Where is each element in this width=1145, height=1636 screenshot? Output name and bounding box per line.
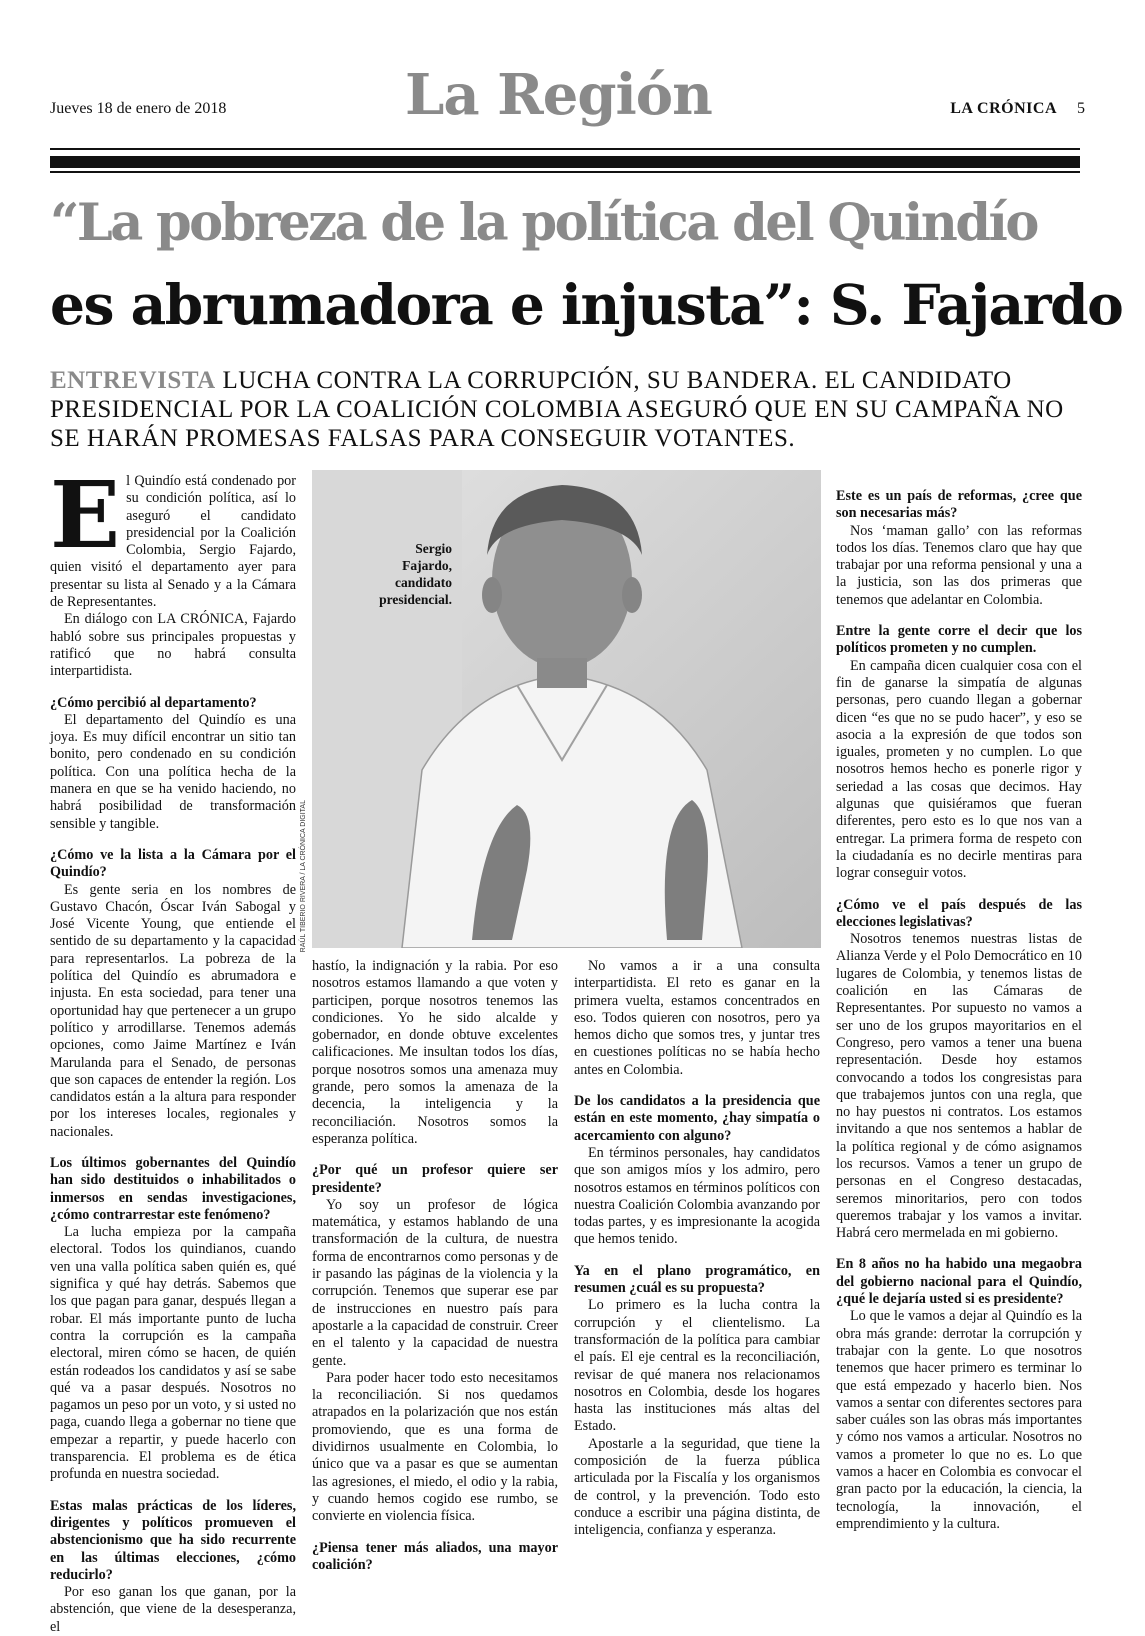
deck-text: LUCHA CONTRA LA CORRUPCIÓN, SU BANDERA. EL CANDIDATO PRESIDENCIAL POR LA COALICIÓN COLOMBIA ASEGURÓ QUE EN SU CAMPAÑA NO SE HARÁN PROMESAS FALSAS PARA CONSEGUIR VOTANTES. [50,367,1064,452]
body-paragraph: Lo primero es la lucha contra la corrupción y el clientelismo. La transformación de la política para cambiar el país. El eje central es la reconciliación, revisar de qué manera nos relacionamos nosotros en Colombia, desde los hogares hasta las instituciones más altas del Estado. [574,1297,820,1435]
body-paragraph: En términos personales, hay candidatos que son amigos míos y los admiro, pero nosotros estamos en términos políticos con nuestra Coalición Colombia avanzando por todas partes, y es impresionante la acogida que hemos tenido. [574,1144,820,1248]
body-paragraph: La lucha empieza por la campaña electoral. Todos los quindianos, cuando ven una valla política saben quién es, qué significa y qué hay detrás. Sabemos que los que pagan para ganar, después llegan a robar. El más importante punto de lucha contra la corrupción es la campaña electoral, miren cómo se hacen, de quién están rodeados los candidatos y así se sabe qué va a pasar después. Nosotros no pagamos un peso por un voto, y si usted no paga, cuando llega a gobernar no tiene que empezar a repartir, y puede hacerlo con transparencia. El problema es de ética profunda en nuestra sociedad. [50,1224,296,1483]
column-2 [312,958,558,1574]
deck [50,366,1090,453]
interview-question: Estas malas prácticas de los líderes, dirigentes y políticos promueven el abstencionismo que ha sido recurrente en las últimas elecciones, ¿cómo reducirlo? [50,1497,296,1583]
column-3 [574,958,820,1540]
body-paragraph: Yo soy un profesor de lógica matemática, y estamos hablando de una transformación de la cultura, de nuestra forma de encontrarnos como personas y de ir pasando las páginas de la violencia y la corrupción. Tenemos que superar ese par de instrucciones en nuestro país para apostarle a la capacidad de construir. Creer en el talento y la capacidad de nuestra gente. [312,1196,558,1369]
interview-question: ¿Cómo ve el país después de las elecciones legislativas? [836,896,1082,930]
interview-question: Los últimos gobernantes del Quindío han sido destituidos o inhabilitados o inmersos en sendas investigaciones, ¿cómo contrarrestar este fenómeno? [50,1154,296,1223]
body-paragraph: Por eso ganan los que ganan, por la abstención, que viene de la desesperanza, el [50,1584,296,1635]
body-paragraph: Es gente seria en los nombres de Gustavo Chacón, Óscar Iván Sabogal y José Vicente Young, que entiende el sentido de su departamento y la capacidad para representarlos. La pobreza de la política del Quindío es abrumadora e injusta. En esta sociedad, para tener una oportunidad hay que pertenecer a un grupo político y arrodillarse. Tenemos además opciones, como Jaime Martínez e Iván Marulanda para el Senado, de personas que son capaces de entender la región. Los candidatos están a la altura para responder por los intereses locales, regionales y nacionales. [50,881,296,1140]
body-paragraph: Para poder hacer todo esto necesitamos la reconciliación. Si nos quedamos atrapados en la polarización que nos están promoviendo, que es una forma de dividirnos usualmente en Colombia, lo único que va a pasar es que se aumentan las agresiones, el miedo, el odio y la rabia, y cuando hemos cogido ese rumbo, se convierte en violencia física. [312,1369,558,1525]
body-paragraph: Lo que le vamos a dejar al Quindío es la obra más grande: derrotar la corrupción y trabajar con la gente. Lo que nosotros tenemos que hacer primero es terminar lo que está empezado y hacerlo bien. Nos vamos a sentar con diferentes sectores para saber cuáles son las obras más importantes y cómo nos vamos a articular. Nosotros no vamos a prometer lo que no es. Lo que vamos a hacer en Colombia es convocar el gran pacto por la educación, la ciencia, la tecnología, la innovación, el emprendimiento y la cultura. [836,1308,1082,1532]
header-rule-top [50,148,1080,150]
body-paragraph: No vamos a ir a una consulta interpartidista. El reto es ganar en la primera vuelta, estamos concentrados en eso. Todos quieren con nosotros, pero ya hemos dicho que somos tres, y juntar tres en cuestiones políticas no se había hecho antes en Colombia. [574,958,820,1078]
headline-line-1: “La pobreza de la política del Quindío [50,193,1037,253]
photo-caption: Sergio Fajardo, candidato presidencial. [379,541,452,607]
column-1 [50,461,296,1636]
newspaper-brand: LA CRÓNICA [950,100,1057,117]
headline-line-2: es abrumadora e injusta”: S. Fajardo [50,272,1123,337]
interview-question: En 8 años no ha habido una megaobra del gobierno nacional para el Quindío, ¿qué le dejaría usted si es presidente? [836,1256,1082,1308]
section-title: La Región [405,62,712,128]
deck-kicker: ENTREVISTA [50,367,216,394]
interview-question: Ya en el plano programático, en resumen ¿cuál es su propuesta? [574,1262,820,1297]
drop-cap: E [50,461,121,569]
issue-date: Jueves 18 de enero de 2018 [50,100,227,117]
column-4 [836,488,1082,1533]
interview-question: ¿Por qué un profesor quiere ser presidente? [312,1162,558,1196]
lead-paragraph: l Quindío está condenado por su condición política, así lo aseguró el candidato presidencial por la Coalición Colombia, Sergio Fajardo, quien visitó el departamento ayer para presentar su lista al Senado y a la Cámara de Representantes. [50,473,296,611]
interview-question: ¿Cómo percibió al departamento? [50,694,257,711]
body-paragraph: En diálogo con LA CRÓNICA, Fajardo habló sobre sus principales propuestas y ratificó que no habrá consulta interpartidista. [50,611,296,680]
interview-question: Este es un país de reformas, ¿cree que son necesarias más? [836,488,1082,522]
page-number: 5 [1077,100,1085,117]
interview-question: ¿Piensa tener más aliados, una mayor coalición? [312,1539,558,1573]
body-paragraph: Apostarle a la seguridad, que tiene la composición de la fuerza pública articulada por la Fiscalía y los organismos de control, y la prevención. Todo esto conduce a escribir una página distinta, de inteligencia, confianza y esperanza. [574,1435,820,1539]
body-paragraph: Nosotros tenemos nuestras listas de Alianza Verde y el Polo Democrático en 10 lugares de Colombia, y tenemos listas de coalición en las Cámaras de Representantes. Por supuesto no vamos a ser uno de los grupos mayoritarios en el Congreso, pero vamos a tener una buena representación. Desde hoy estamos convocando a todos los congresistas para que trabajemos juntos con una regla, que no hay puestos ni contratos. Los estamos invitando a que nos sentemos a hablar de la política regional y de cómo asignamos los recursos. Vamos a tener un grupo de personas en el Congreso destacadas, seremos minoritarios, pero con todos queremos trabajar y los vamos a invitar. Habrá cero mermelada en mi gobierno. [836,931,1082,1242]
body-paragraph: hastío, la indignación y la rabia. Por eso nosotros estamos llamando a que voten y participen, porque nosotros tenemos las condiciones. Yo he sido alcalde y gobernador, en donde obtuve excelentes calificaciones. Me insultan todos los días, porque nosotros somos una amenaza muy grande, pero somos la amenaza de la decencia, la inteligencia y la reconciliación. Nosotros somos la esperanza política. [312,958,558,1147]
body-paragraph: Nos ‘maman gallo’ con las reformas todos los días. Tenemos claro que hay que trabajar por una reforma pensional y una a la justicia, son las dos primeras que tenemos que adelantar en Colombia. [836,522,1082,608]
interview-question: Entre la gente corre el decir que los políticos prometen y no cumplen. [836,623,1082,657]
header-rule-thick [50,156,1080,168]
interview-question: ¿Cómo ve la lista a la Cámara por el Quindío? [50,846,296,881]
header-rule-bottom [50,171,1080,173]
body-paragraph: El departamento del Quindío es una joya. Es muy difícil encontrar un sitio tan bonito, pero condenado en su condición política. Con una política hecha de la manera en que se ha venido haciendo, no habrá posibilidad de transformación sensible y tangible. [50,711,296,832]
body-paragraph: En campaña dicen cualquier cosa con el fin de ganarse la simpatía de algunas personas, pero cuando llegan a gobernar dicen “es que no se pudo hacer”, y eso se asocia a la expresión de que todos son iguales, prometen y no cumplen. Lo que nosotros hemos hecho es ponerle rigor y seriedad a las cosas que decimos. Hay algunas que quisiéramos que fueran diferentes, pero esto es lo que nos van a entregar. La primera forma de respeto con la ciudadanía es no decirle mentiras para lograr conseguir votos. [836,657,1082,882]
photo-credit: RAÚL TIBERIO RIVERA / LA CRÓNICA DIGITAL [300,800,307,953]
interview-question: De los candidatos a la presidencia que están en este momento, ¿hay simpatía o acercamiento con alguno? [574,1093,820,1144]
